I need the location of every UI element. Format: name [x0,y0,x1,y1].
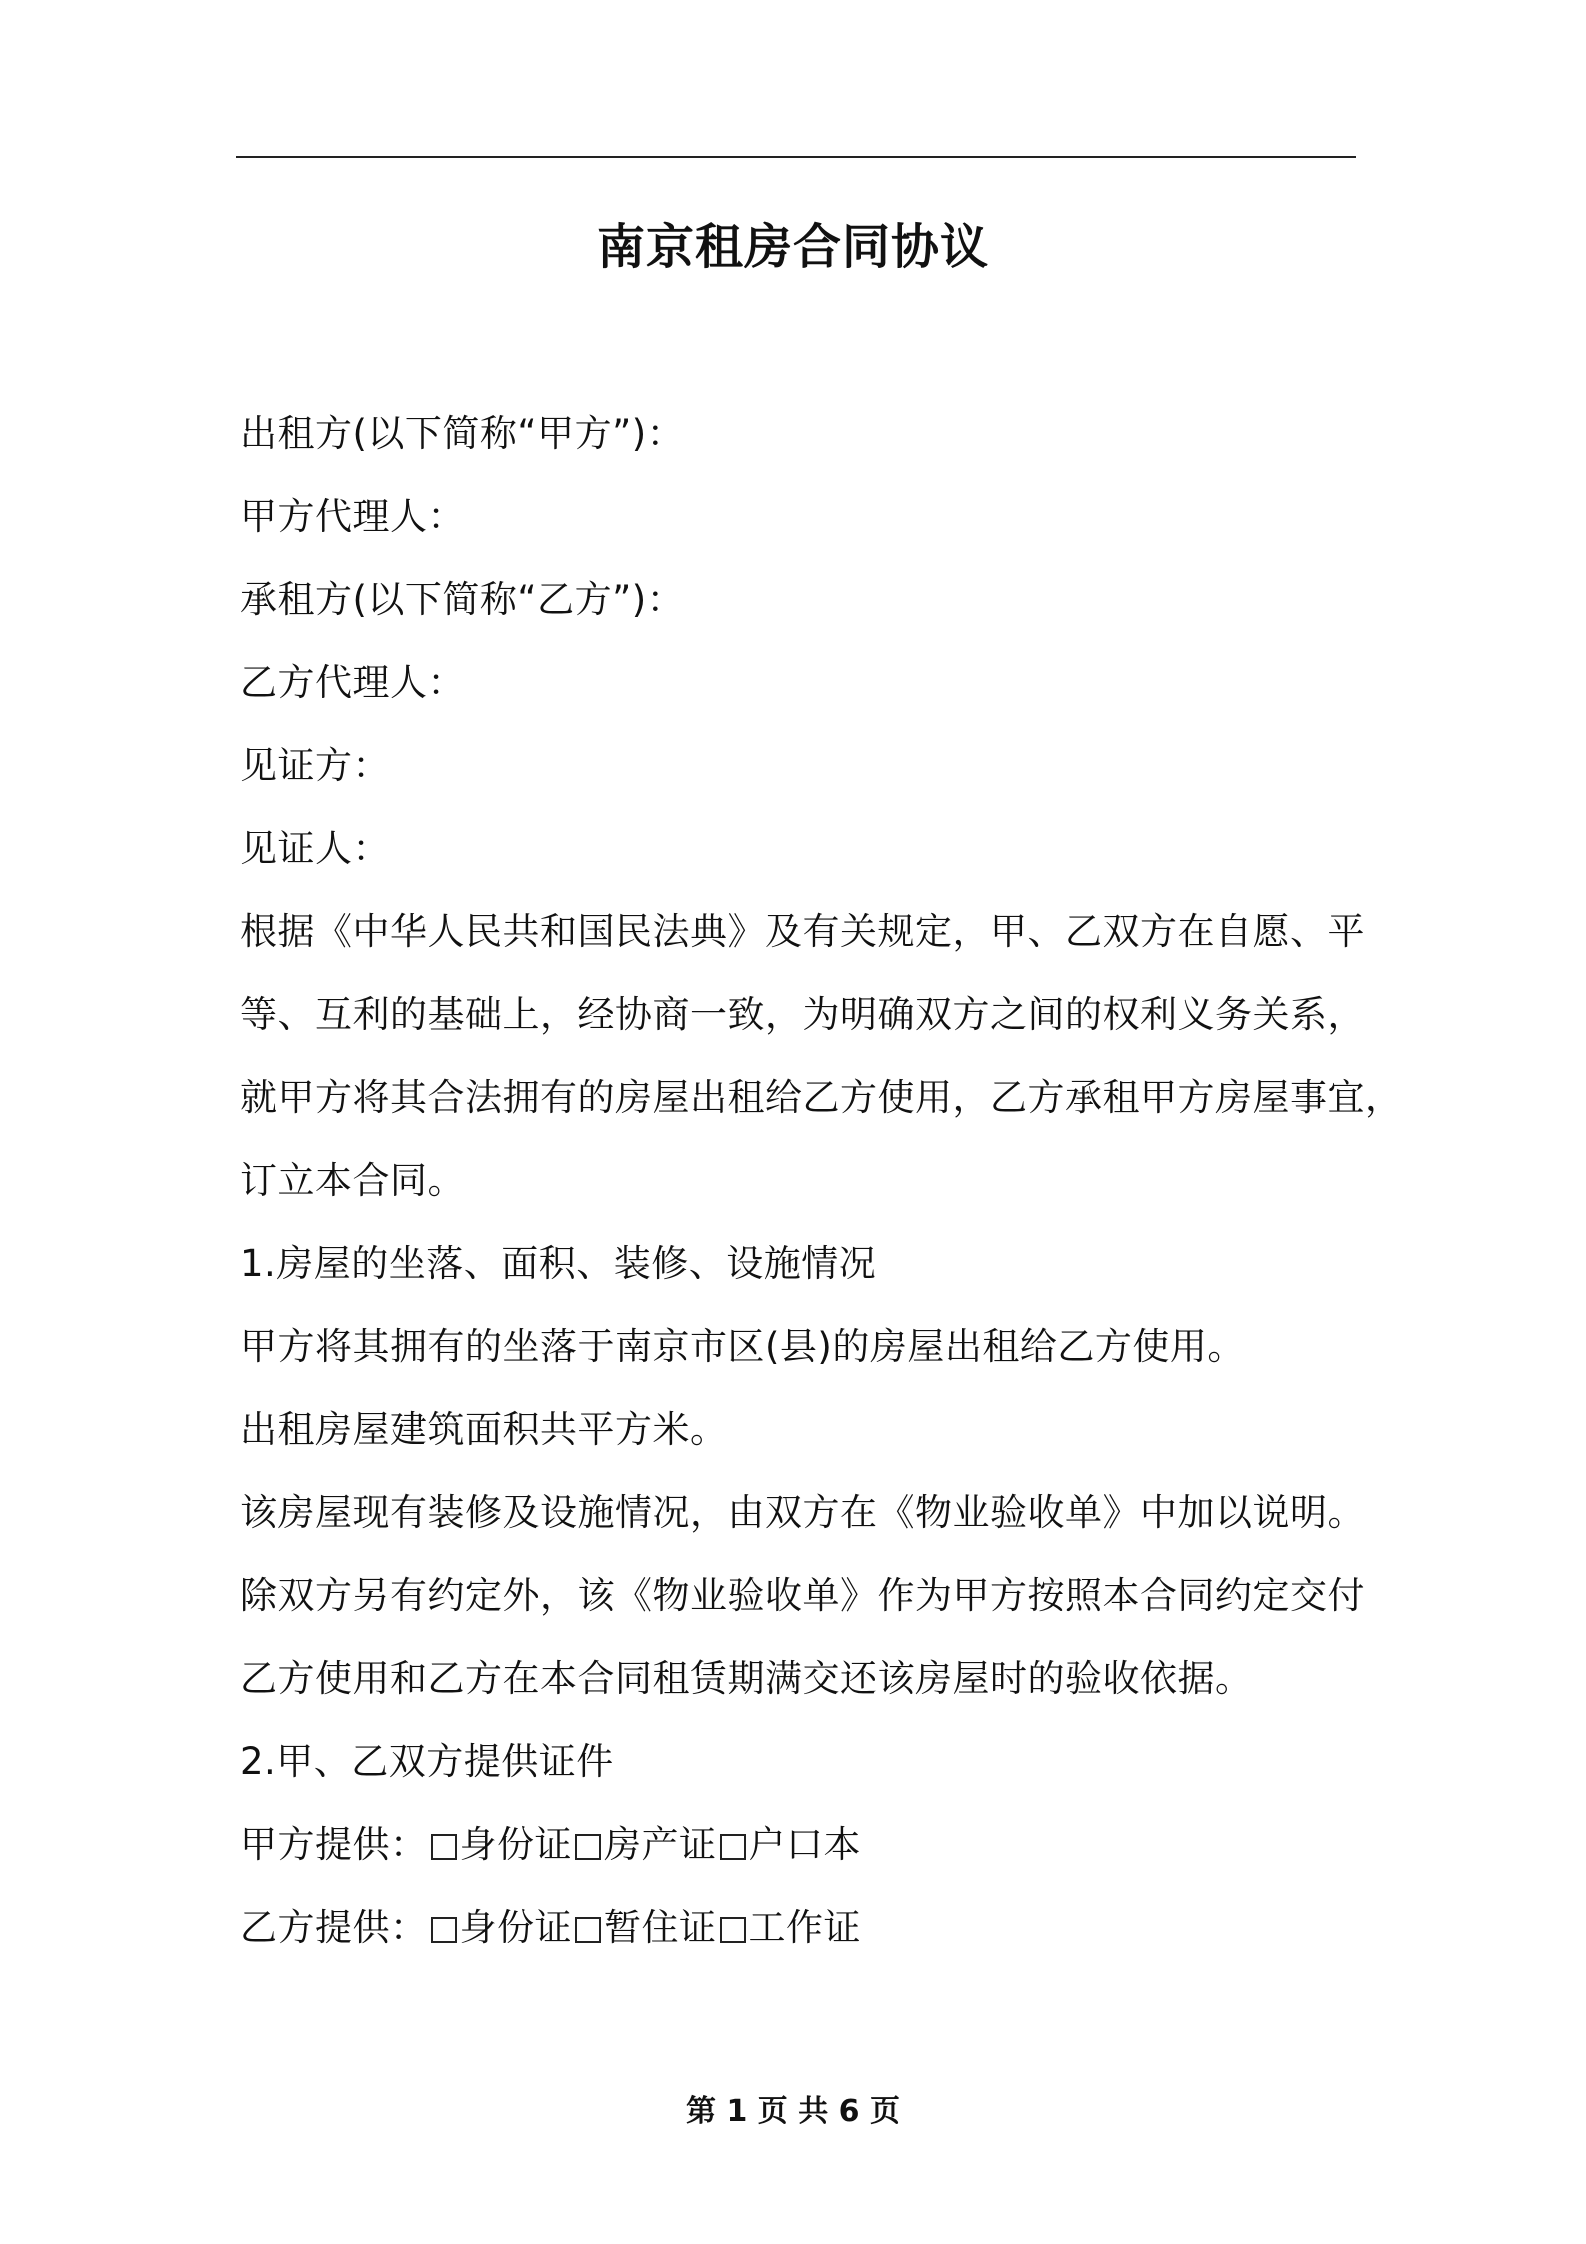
checkbox-icon[interactable] [720,1834,746,1860]
section-1-line-1: 甲方将其拥有的坐落于南京市区(县)的房屋出租给乙方使用。 [240,1325,1245,1368]
section-2-heading: 2.甲、乙双方提供证件 [240,1740,614,1783]
preamble-line-1: 根据《中华人民共和国民法典》及有关规定，甲、乙双方在自愿、平 [240,910,1365,953]
party-a-docs-line [240,1820,861,1870]
checkbox-icon[interactable] [720,1917,746,1943]
party-b-doc-option-1[interactable]: 身份证 [428,1906,573,1949]
section-1-line-2: 出租房屋建筑面积共平方米。 [240,1408,728,1451]
party-b-doc-option-3[interactable]: 工作证 [717,1906,862,1949]
checkbox-icon[interactable] [575,1834,601,1860]
party-a-docs-label: 甲方提供： [240,1823,428,1866]
party-b-docs-line [240,1903,861,1953]
party-b-docs-label: 乙方提供： [240,1906,428,1949]
witness-party-line: 见证方： [240,744,390,787]
party-b-line: 承租方(以下简称“乙方”)： [240,578,685,621]
document-title: 南京租房合同协议 [596,219,989,275]
party-b-agent-line: 乙方代理人： [240,661,465,704]
preamble-line-4: 订立本合同。 [240,1159,465,1202]
section-1-line-3: 该房屋现有装修及设施情况，由双方在《物业验收单》中加以说明。 [240,1491,1365,1534]
party-b-doc-option-2[interactable]: 暂住证 [572,1906,717,1949]
witness-person-line: 见证人： [240,827,390,870]
party-a-doc-option-2[interactable]: 房产证 [572,1823,717,1866]
checkbox-icon[interactable] [431,1834,457,1860]
party-a-agent-line: 甲方代理人： [240,495,465,538]
section-1-line-5: 乙方使用和乙方在本合同租赁期满交还该房屋时的验收依据。 [240,1657,1253,1700]
preamble-line-3: 就甲方将其合法拥有的房屋出租给乙方使用，乙方承租甲方房屋事宜， [240,1076,1403,1119]
party-a-doc-option-1[interactable]: 身份证 [428,1823,573,1866]
page-indicator: 第 1 页 共 6 页 [686,2094,900,2129]
party-a-doc-option-3[interactable]: 户口本 [717,1823,862,1866]
preamble-line-2: 等、互利的基础上，经协商一致，为明确双方之间的权利义务关系， [240,993,1365,1036]
header-rule [236,156,1356,158]
section-1-heading: 1.房屋的坐落、面积、装修、设施情况 [240,1242,877,1285]
party-a-line: 出租方(以下简称“甲方”)： [240,412,685,455]
section-1-line-4: 除双方另有约定外，该《物业验收单》作为甲方按照本合同约定交付 [240,1574,1365,1617]
checkbox-icon[interactable] [431,1917,457,1943]
checkbox-icon[interactable] [575,1917,601,1943]
